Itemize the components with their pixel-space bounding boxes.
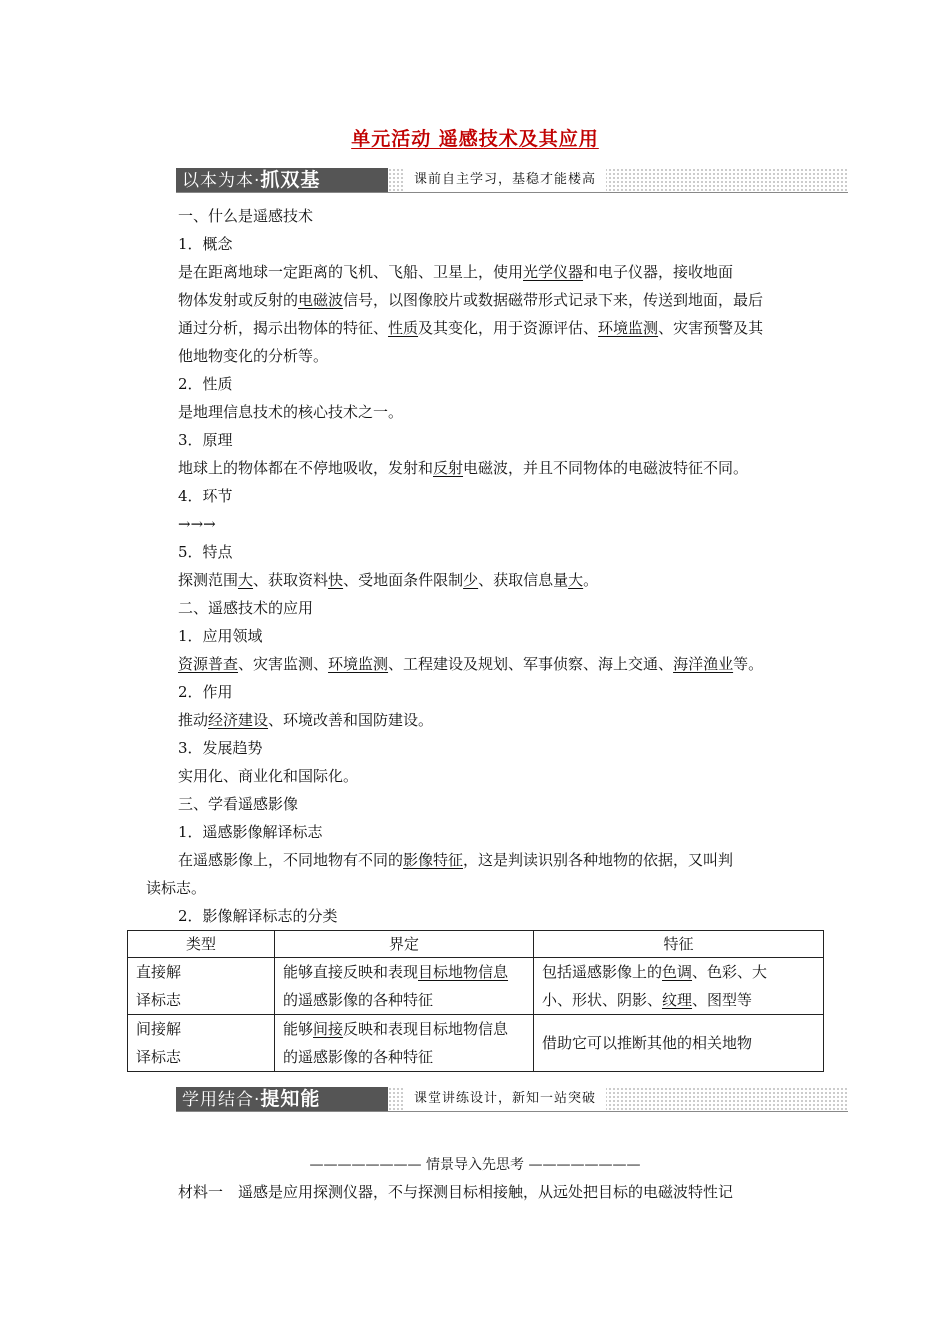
paragraph-line: 地球上的物体都在不停地吸收，发射和反射电磁波，并且不同物体的电磁波特征不同。 <box>178 459 749 477</box>
table-header-cell: 类型 <box>128 931 275 958</box>
table-header-row <box>128 931 824 958</box>
banner-subtitle: 课堂讲练设计，新知一站突破 <box>404 1087 606 1111</box>
table-cell: 借助它可以推断其他的相关地物 <box>534 1015 824 1072</box>
table-cell: 能够直接反映和表现目标地物信息 的遥感影像的各种特征 <box>275 958 534 1015</box>
paragraph-line: 物体发射或反射的电磁波信号，以图像胶片或数据磁带形式记录下来，传送到地面，最后 <box>178 291 764 309</box>
paragraph-line: 推动经济建设、环境改善和国防建设。 <box>178 711 434 729</box>
paragraph-line: 他地物变化的分析等。 <box>178 347 329 365</box>
subheading: 3．发展趋势 <box>178 739 263 757</box>
section-heading: 三、学看遥感影像 <box>178 795 299 813</box>
subheading: 2．作用 <box>178 683 233 701</box>
subheading: 1．应用领域 <box>178 627 263 645</box>
table-header-cell: 特征 <box>534 931 824 958</box>
paragraph-line: 通过分析，揭示出物体的特征、性质及其变化，用于资源评估、环境监测、灾害预警及其 <box>178 319 764 337</box>
table-cell: 间接解 译标志 <box>128 1015 275 1072</box>
paragraph-line: 读标志。 <box>146 879 207 897</box>
table-cell: 直接解 译标志 <box>128 958 275 1015</box>
interpretation-table <box>127 930 824 1072</box>
subheading: 2．性质 <box>178 375 233 393</box>
table-row <box>128 958 824 1015</box>
section-banner-practice <box>176 1087 848 1112</box>
section-heading: 二、遥感技术的应用 <box>178 599 314 617</box>
arrow-sequence: →→→ <box>178 515 216 533</box>
table-cell: 包括遥感影像上的色调、色彩、大 小、形状、阴影、纹理、图型等 <box>534 958 824 1015</box>
banner-subtitle: 课前自主学习，基稳才能楼高 <box>404 168 606 192</box>
paragraph-line: 实用化、商业化和国际化。 <box>178 767 359 785</box>
subheading: 5．特点 <box>178 543 233 561</box>
subheading: 3．原理 <box>178 431 233 449</box>
banner-tag: 学用结合·提知能 <box>176 1087 388 1111</box>
paragraph-line: 是在距离地球一定距离的飞机、飞船、卫星上，使用光学仪器和电子仪器，接收地面 <box>178 263 734 281</box>
section-heading: 一、什么是遥感技术 <box>178 207 314 225</box>
section-banner-basics <box>176 168 848 193</box>
subheading: 2．影像解译标志的分类 <box>178 907 338 925</box>
paragraph-line: 在遥感影像上，不同地物有不同的影像特征，这是判读识别各种地物的依据，又叫判 <box>178 851 734 869</box>
paragraph-line: 资源普查、灾害监测、环境监测、工程建设及规划、军事侦察、海上交通、海洋渔业等。 <box>178 655 764 673</box>
subheading: 1．概念 <box>178 235 233 253</box>
table-row <box>128 1015 824 1072</box>
subheading: 4．环节 <box>178 487 233 505</box>
paragraph-line: 材料一 遥感是应用探测仪器，不与探测目标相接触，从远处把目标的电磁波特性记 <box>178 1183 734 1201</box>
table-header-cell: 界定 <box>275 931 534 958</box>
page-title: 单元活动 遥感技术及其应用 <box>351 128 599 150</box>
paragraph-line: 探测范围大、获取资料快、受地面条件限制少、获取信息量大。 <box>178 571 599 589</box>
banner-tag: 以本为本·抓双基 <box>176 168 388 192</box>
subheading: 1．遥感影像解译标志 <box>178 823 323 841</box>
table-cell: 能够间接反映和表现目标地物信息 的遥感影像的各种特征 <box>275 1015 534 1072</box>
paragraph-line: 是地理信息技术的核心技术之一。 <box>178 403 404 421</box>
section-divider: ———————— 情景导入先思考 ———————— <box>309 1157 641 1173</box>
